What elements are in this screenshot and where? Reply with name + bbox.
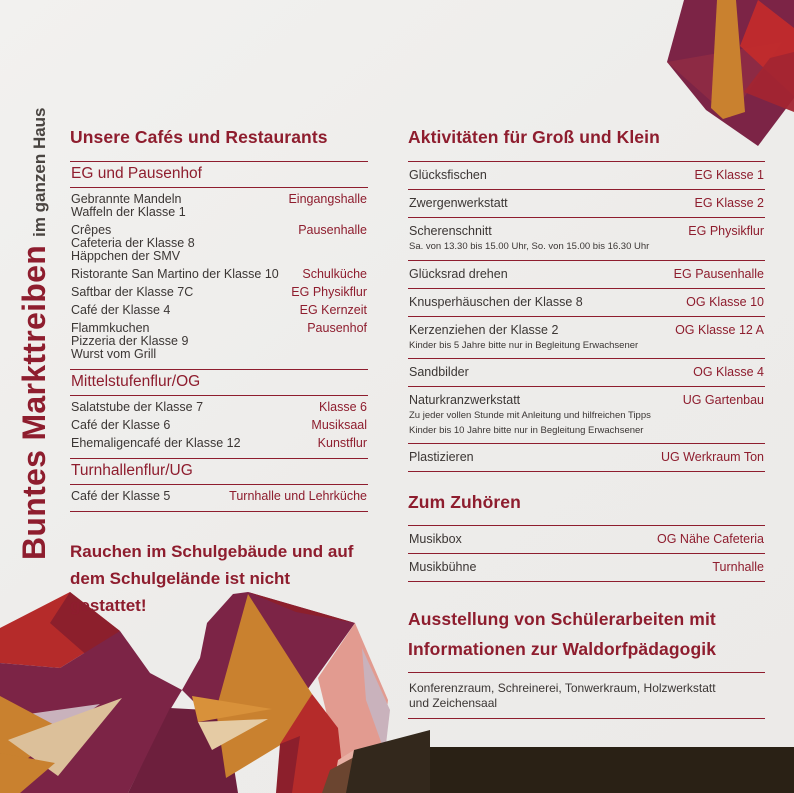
cafe-name-line: Häppchen der SMV <box>71 249 181 263</box>
cafe-names <box>71 304 170 317</box>
rooms-line-2: und Zeichensaal <box>409 695 498 710</box>
cafe-location: Musiksaal <box>311 418 367 432</box>
cafe-row <box>71 437 367 450</box>
cafe-name-line: Flammkuchen <box>71 321 150 335</box>
activity-location: EG Klasse 2 <box>694 196 764 210</box>
cafes-column <box>70 127 368 619</box>
activity-row <box>408 218 765 261</box>
cafe-names <box>71 268 279 281</box>
section-title: Turnhallenflur/UG <box>70 458 368 485</box>
cafe-name-line: Ristorante San Martino der Klasse 10 <box>71 267 279 281</box>
left-table <box>70 161 368 512</box>
cafe-name-line: Gebrannte Mandeln <box>71 192 182 206</box>
exhibition-heading-line-1: Ausstellung von Schülerarbeiten mit <box>408 609 716 629</box>
cafe-names <box>71 490 170 503</box>
cafe-names <box>71 401 203 414</box>
activity-name-block <box>409 296 583 309</box>
activity-name-block <box>409 394 651 436</box>
activity-row <box>408 190 765 218</box>
activity-name: Kerzenziehen der Klasse 2 <box>409 322 559 337</box>
activity-row <box>408 444 765 472</box>
exhibition-rooms <box>409 681 716 710</box>
activity-name-block <box>409 561 476 574</box>
section-rows <box>70 396 368 458</box>
cafe-row <box>71 286 367 299</box>
section-title: Mittelstufenflur/OG <box>70 369 368 396</box>
cafe-location: Eingangshalle <box>288 192 367 206</box>
activity-name: Plastizieren <box>409 450 474 464</box>
cafe-location: Klasse 6 <box>319 400 367 414</box>
activity-location: EG Physikflur <box>688 224 764 238</box>
activity-name: Musikbühne <box>409 560 477 574</box>
activity-location: Turnhalle <box>712 560 764 574</box>
activity-location: OG Klasse 4 <box>693 365 764 379</box>
activity-location: EG Pausenhalle <box>673 266 764 281</box>
activity-row <box>408 387 765 444</box>
cafe-row <box>71 401 367 414</box>
cafe-name-line: Cafeteria der Klasse 8 <box>71 236 195 250</box>
cafe-location: Pausenhalle <box>298 223 367 237</box>
cafe-names <box>71 286 193 299</box>
activity-row <box>408 162 765 190</box>
activity-name: Naturkranzwerkstatt <box>409 393 521 407</box>
activity-name: Glücksrad drehen <box>409 266 508 281</box>
activity-name: Zwergenwerkstatt <box>409 196 508 210</box>
exhibition-rooms-table <box>408 672 765 719</box>
activity-name-block <box>409 366 469 379</box>
activity-name: Sandbilder <box>409 365 469 379</box>
activity-name-block <box>409 225 649 253</box>
activity-row <box>408 359 765 387</box>
cafe-row <box>71 419 367 432</box>
cafe-name-line: Wurst vom Grill <box>71 347 157 361</box>
cafe-row <box>71 322 367 361</box>
cafe-row <box>71 304 367 317</box>
activity-name: Glücksfischen <box>409 168 487 182</box>
activity-note: Zu jeder vollen Stunde mit Anleitung und hilfreichen Tipps <box>409 410 651 421</box>
cafes-heading: Unsere Cafés und Restaurants <box>70 127 328 147</box>
rooms-line-1: Konferenzraum, Schreinerei, Tonwerkraum, Holzwerkstatt <box>409 681 716 695</box>
cafe-name-line: Salatstube der Klasse 7 <box>71 400 204 414</box>
activity-name: Musikbox <box>409 532 462 546</box>
activity-note: Sa. von 13.30 bis 15.00 Uhr, So. von 15.00 bis 16.30 Uhr <box>409 241 650 252</box>
section-title: EG und Pausenhof <box>70 161 368 188</box>
activity-location: UG Werkraum Ton <box>660 450 764 464</box>
listening-heading: Zum Zuhören <box>408 492 521 512</box>
activity-row <box>408 289 765 317</box>
cafe-names <box>71 437 241 450</box>
notice-line-2: dem Schulgelände ist nicht gestattet! <box>70 569 291 615</box>
smoking-notice <box>70 538 368 619</box>
activity-note: Kinder bis 10 Jahre bitte nur in Begleitung Erwachsener <box>409 424 644 436</box>
activity-row <box>408 261 765 289</box>
activities-column <box>408 127 765 719</box>
cafe-location: Schulküche <box>302 267 367 281</box>
cafe-row <box>71 224 367 263</box>
cafe-name-line: Café der Klasse 4 <box>71 303 171 317</box>
cafe-names <box>71 224 195 263</box>
activity-name: Scherenschnitt <box>409 224 492 238</box>
cafe-names <box>71 419 170 432</box>
activity-name-block <box>409 324 638 352</box>
cafe-row <box>71 193 367 219</box>
cafe-location: EG Kernzeit <box>299 303 367 317</box>
activity-location: OG Nähe Cafeteria <box>657 532 764 546</box>
event-title: Buntes Markttreiben <box>16 244 52 560</box>
activity-name-block <box>409 268 508 281</box>
listening-table <box>408 525 765 582</box>
activity-name-block <box>409 169 487 182</box>
cafe-name-line: Pizzeria der Klasse 9 <box>71 334 189 348</box>
bottom-dark-bar <box>370 747 794 793</box>
activity-row <box>408 526 765 554</box>
notice-line-1: Rauchen im Schulgebäude und auf <box>70 542 354 561</box>
section-rows <box>70 485 368 511</box>
activity-name-block <box>409 451 474 464</box>
cafe-location: EG Physikflur <box>291 285 367 299</box>
activity-name-block <box>409 197 508 210</box>
activity-name-block <box>409 533 462 546</box>
activity-row <box>408 317 765 360</box>
cafe-names <box>71 322 188 361</box>
event-subtitle: im ganzen Haus <box>30 107 49 237</box>
cafe-location: Turnhalle und Lehrküche <box>229 489 367 503</box>
cafe-name-line: Café der Klasse 6 <box>71 418 171 432</box>
activity-location: UG Gartenbau <box>682 393 764 407</box>
activity-note: Kinder bis 5 Jahre bitte nur in Begleitung Erwachsener <box>409 339 639 351</box>
activity-name: Knusperhäuschen der Klasse 8 <box>409 294 583 309</box>
vertical-title <box>18 107 50 560</box>
activity-location: OG Klasse 10 <box>686 294 764 309</box>
cafe-name-line: Saftbar der Klasse 7C <box>71 285 194 299</box>
cafe-name-line: Ehemaligencafé der Klasse 12 <box>71 436 241 450</box>
cafe-names <box>71 193 186 219</box>
cafe-row <box>71 490 367 503</box>
section-rows <box>70 188 368 369</box>
activity-location: OG Klasse 12 A <box>675 322 764 337</box>
activities-table <box>408 161 765 472</box>
exhibition-rooms-row <box>408 673 765 719</box>
cafe-row <box>71 268 367 281</box>
exhibition-heading-line-2: Informationen zur Waldorfpädagogik <box>408 639 717 659</box>
cafe-name-line: Waffeln der Klasse 1 <box>71 205 186 219</box>
activity-location: EG Klasse 1 <box>694 168 764 182</box>
exhibition-heading <box>408 604 765 664</box>
activity-row <box>408 554 765 582</box>
cafe-name-line: Crêpes <box>71 223 112 237</box>
activities-heading: Aktivitäten für Groß und Klein <box>408 127 660 147</box>
cafe-location: Kunstflur <box>317 436 367 450</box>
cafe-name-line: Café der Klasse 5 <box>71 489 171 503</box>
cafe-location: Pausenhof <box>307 321 367 335</box>
